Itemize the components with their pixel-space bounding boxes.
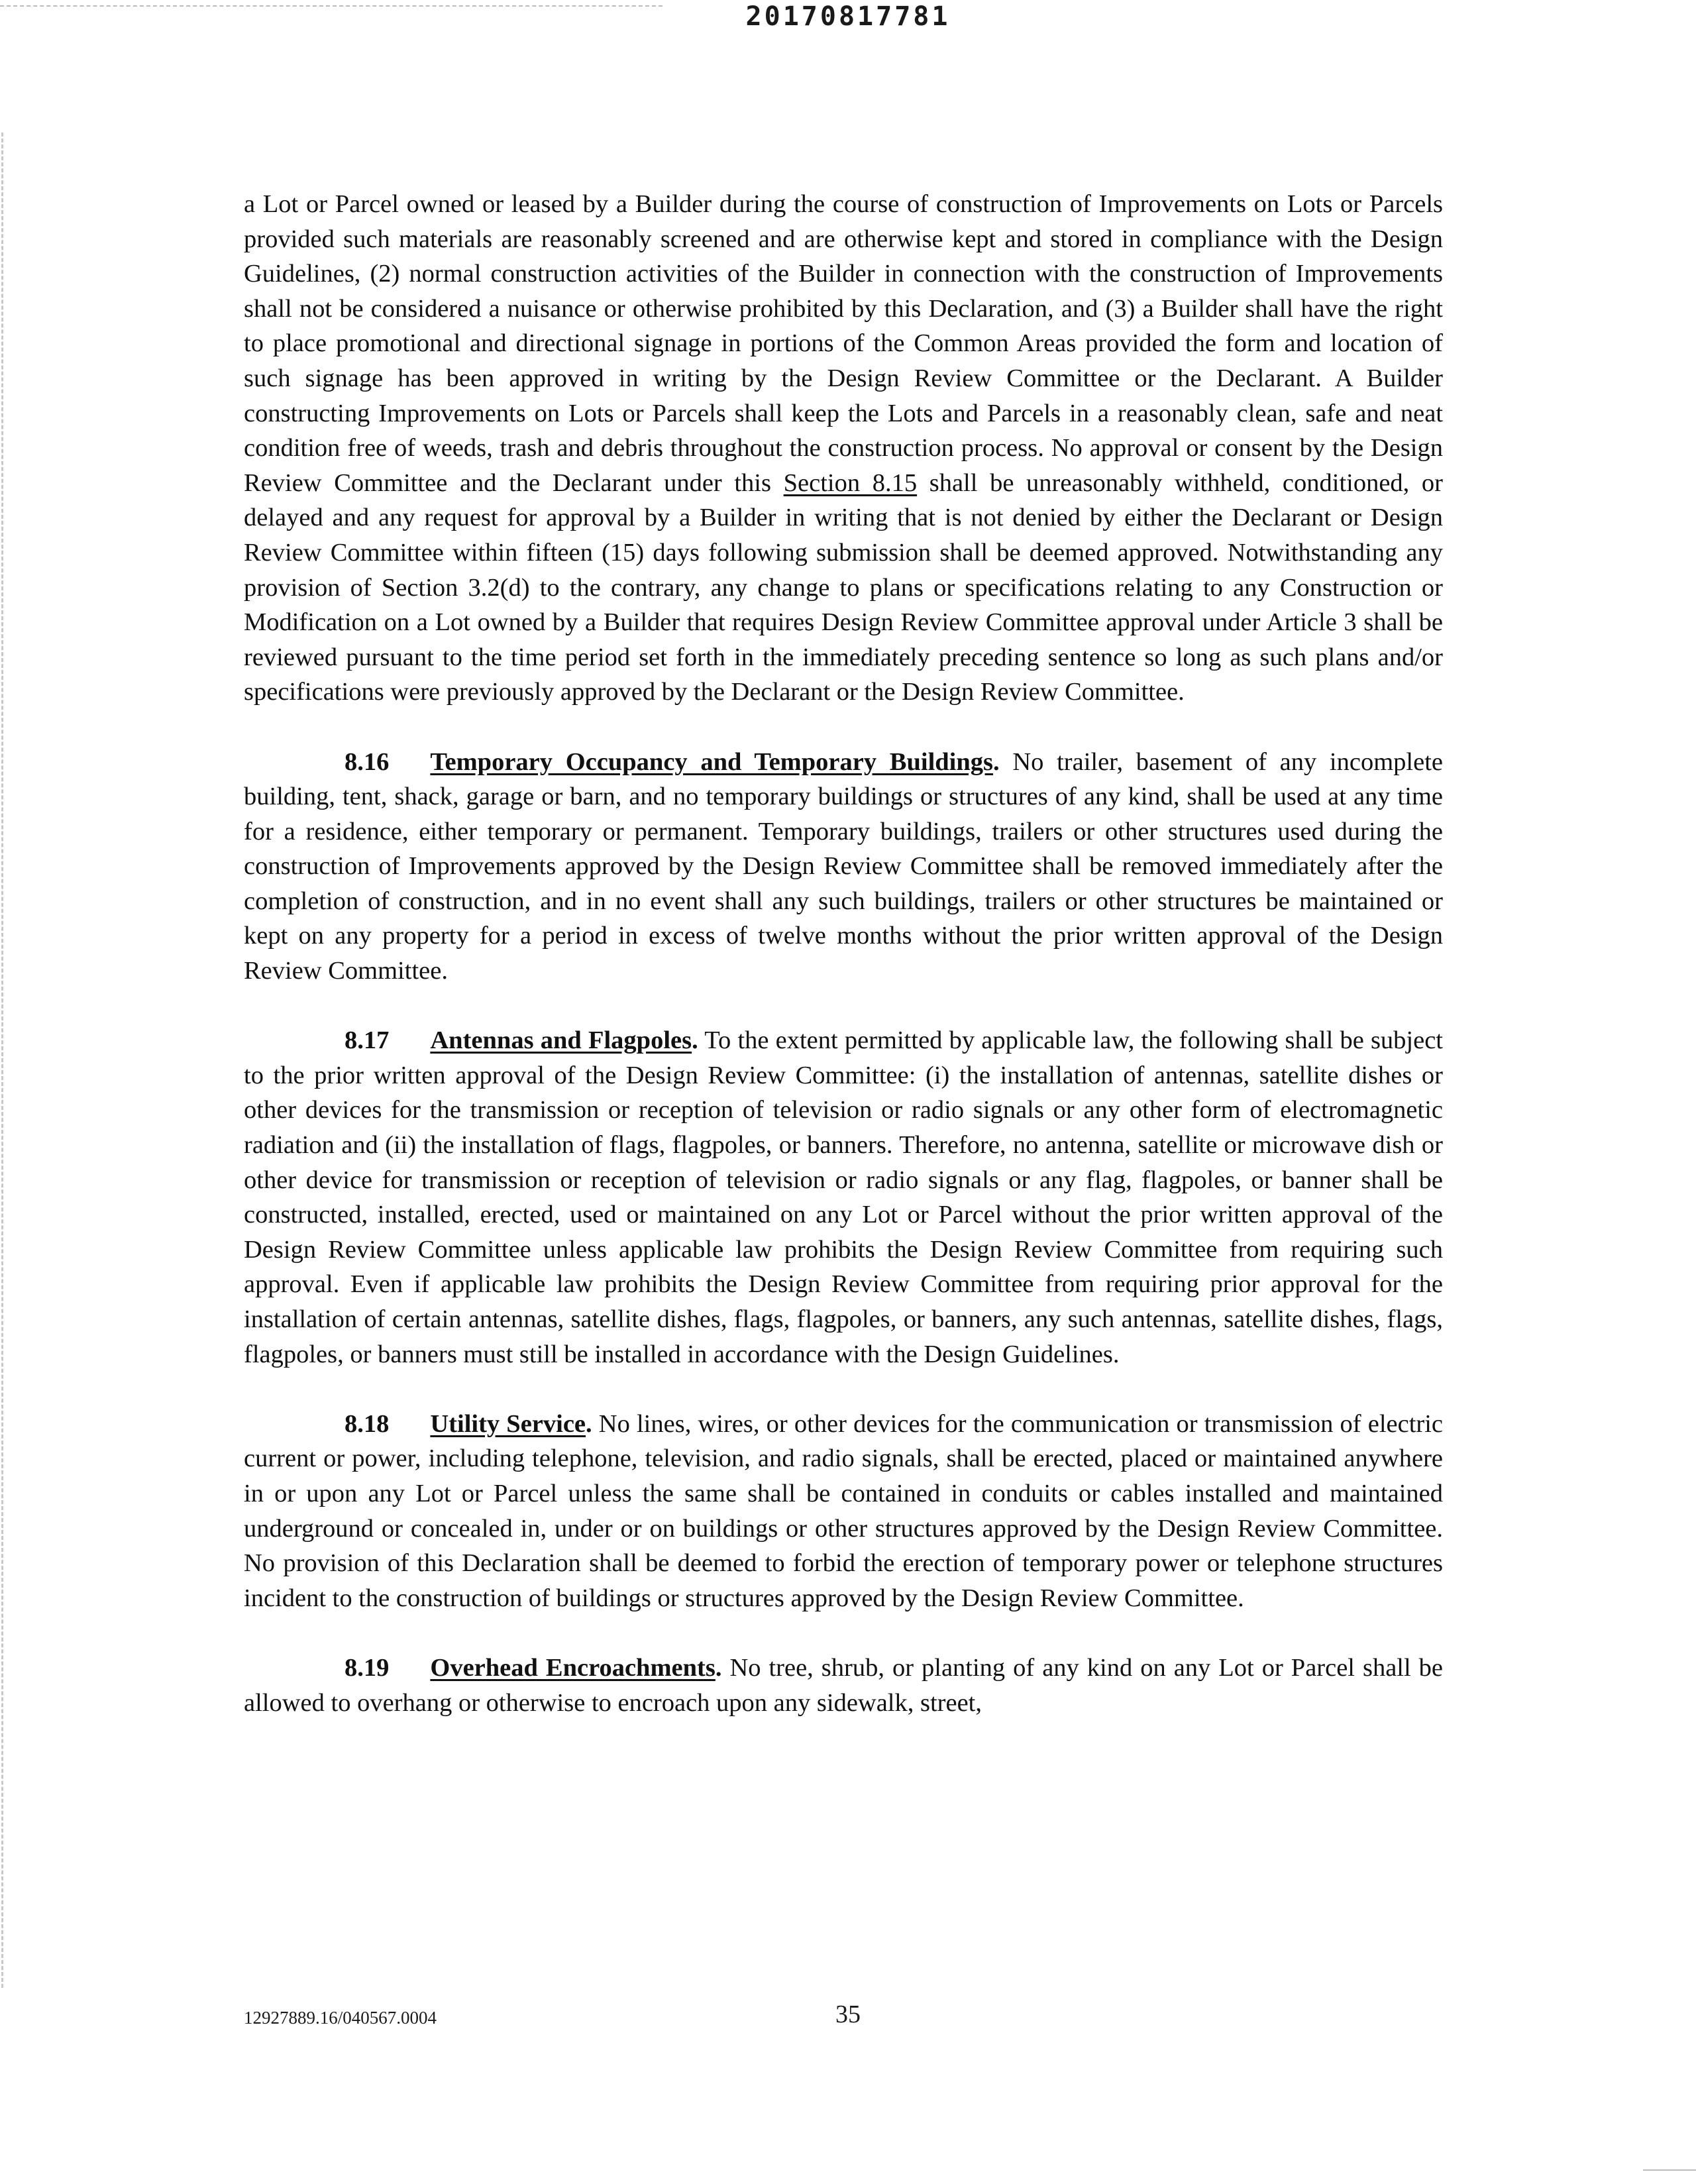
section-title: Antennas and Flagpoles — [430, 1026, 692, 1055]
document-body — [244, 187, 1443, 1755]
section-number: 8.17 — [344, 1026, 390, 1055]
section-body: To the extent permitted by applicable law, the following shall be subject to the prior written approval of the Design Review Committee: (i) the installation of antennas, satellite dishes or other devices for the transmission or reception of television or radio signals or any other form of electromagnetic radiation and (ii) the installation of flags, flagpoles, or banners. Therefore, no antenna, satellite or microwave dish or other device for transmission or reception of television or radio signals or any flag, flagpoles, or banner shall be constructed, installed, erected, used or maintained on any Lot or Parcel without the prior written approval of the Design Review Committee unless applicable law prohibits the Design Review Committee from requiring such approval. Even if applicable law prohibits the Design Review Committee from requiring prior approval for the installation of certain antennas, satellite dishes, flags, flagpoles, or banners, any such antennas, satellite dishes, flags, flagpoles, or banners must still be installed in accordance with the Design Guidelines. — [244, 1026, 1443, 1368]
section-number: 8.18 — [344, 1409, 390, 1438]
section-body: No trailer, basement of any incomplete building, tent, shack, garage or barn, and no temporary buildings or structures of any kind, shall be used at any time for a residence, either temporary or permanent. Temporary buildings, trailers or other structures used during the construction of Improvements approved by the Design Review Committee shall be removed immediately after the completion of construction, and in no event shall any such buildings, trailers or other structures be maintained or kept on any property for a period in excess of twelve months without the prior written approval of the Design Review Committee. — [244, 747, 1443, 985]
section-number: 8.19 — [344, 1653, 390, 1682]
section-8-18 — [244, 1407, 1443, 1616]
section-title-punct: . — [715, 1653, 722, 1682]
paragraph-text: a Lot or Parcel owned or leased by a Builder during the course of construction of Improvements on Lots or Parcels provided such materials are reasonably screened and are otherwise kept and stored in compliance with the Design Guidelines, (2) normal construction activities of the Builder in connection with the construction of Improvements shall not be considered a nuisance or otherwise prohibited by this Declaration, and (3) a Builder shall have the right to place promotional and directional signage in portions of the Common Areas provided the form and location of such signage has been approved in writing by the Design Review Committee or the Declarant. A Builder constructing Improvements on Lots or Parcels shall keep the Lots and Parcels in a reasonably clean, safe and neat condition free of weeds, trash and debris throughout the construction process. No approval or consent by the Design Review Committee and the Declarant under this — [244, 190, 1443, 497]
continued-paragraph — [244, 187, 1443, 710]
paragraph-text-rest: shall be unreasonably withheld, conditioned, or delayed and any request for approval by a Builder in writing that is not denied by either the Declarant or Design Review Committee within fifteen (15) days following submission shall be deemed approved. Notwithstanding any provision of Section 3.2(d) to the contrary, any change to plans or specifications relating to any Construction or Modification on a Lot owned by a Builder that requires Design Review Committee approval under Article 3 shall be reviewed pursuant to the time period set forth in the immediately preceding sentence so long as such plans and/or specifications were previously approved by the Declarant or the Design Review Committee. — [244, 468, 1444, 706]
footer-document-id: 12927889.16/040567.0004 — [244, 2008, 437, 2028]
scan-artifact-left-edge — [1, 133, 3, 1988]
section-number: 8.16 — [344, 747, 390, 776]
section-title: Overhead Encroachments — [430, 1653, 716, 1682]
section-8-16 — [244, 745, 1443, 989]
section-title-punct: . — [692, 1026, 698, 1055]
scan-artifact-bottom — [1643, 2169, 1696, 2171]
section-title-punct: . — [993, 747, 1000, 776]
section-title: Utility Service — [430, 1409, 586, 1438]
section-body: No tree, shrub, or planting of any kind on any Lot or Parcel shall be allowed to overhang or otherwise to encroach upon any sidewalk, street, — [244, 1653, 1443, 1717]
recording-number: 20170817781 — [745, 1, 951, 32]
section-8-17 — [244, 1023, 1443, 1372]
section-title: Temporary Occupancy and Temporary Buildings — [430, 747, 994, 776]
section-body: No lines, wires, or other devices for the communication or transmission of electric current or power, including telephone, television, and radio signals, shall be erected, placed or maintained anywhere in or upon any Lot or Parcel unless the same shall be contained in conduits or cables installed and maintained underground or concealed in, under or on buildings or other structures approved by the Design Review Committee. No provision of this Declaration shall be deemed to forbid the erection of temporary power or telephone structures incident to the construction of buildings or structures approved by the Design Review Committee. — [244, 1409, 1443, 1612]
section-title-punct: . — [586, 1409, 592, 1438]
page-number: 35 — [835, 2000, 861, 2028]
section-reference: Section 8.15 — [783, 468, 918, 497]
section-8-19 — [244, 1651, 1443, 1720]
